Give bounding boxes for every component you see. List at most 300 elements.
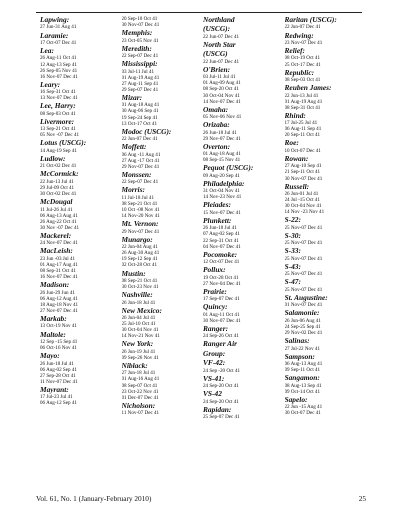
service-dates: 08 Sep-31 Oct 41 (284, 104, 321, 111)
service-dates: 09 Aug-20 Sep 41 (203, 172, 240, 179)
top-rule (36, 12, 362, 13)
service-dates: 26 Jun-18 Jul 41 (203, 225, 237, 232)
service-dates: 06 Aug-12 Aug 41 (40, 295, 78, 302)
service-dates: 08 Sep-20 Oct 41 (203, 86, 239, 93)
ship-name: VF-42: (203, 358, 226, 368)
service-dates: 22 Jun -15 Aug 41 (284, 404, 323, 411)
ship-name: Republic: (284, 67, 315, 77)
ship-name: McCormick: (40, 169, 79, 179)
ship-name: Rowan: (284, 153, 309, 163)
ship-entry (285, 16, 367, 31)
service-dates: 26 Aug-11 Oct 41 (40, 55, 77, 62)
service-dates: 11 Nov-07 Dec 41 (40, 378, 78, 385)
ship-entry (122, 236, 204, 269)
ship-entry (285, 247, 367, 262)
ship-name: Mackerel: (40, 230, 72, 240)
service-dates: 27 Aug -17 Oct 41 (121, 157, 160, 164)
ship-entry (40, 331, 122, 352)
ship-name: Pocomoke: (203, 249, 238, 259)
service-dates: 17 Oct-07 Dec 41 (40, 39, 77, 46)
ship-entry (285, 32, 367, 47)
service-dates: 17 Jul-23 Jul 41 (40, 394, 73, 401)
service-dates: 18 Aug-18 Nov 41 (40, 301, 79, 308)
service-dates: 22 Jun-13 Jul 41 (284, 92, 319, 99)
service-dates: 12 Oct-07 Dec 41 (203, 259, 240, 266)
ship-name: Quincy: (203, 302, 228, 312)
ship-name: Lea: (40, 46, 54, 55)
service-dates: 27 Aug-10 Sep 41 (284, 163, 322, 170)
service-dates: 10 Oct -08 Nov 41 (121, 207, 160, 214)
service-dates: 26 Sep-05 Nov 41 (40, 67, 78, 74)
service-dates: 01 Aug-18 Aug 41 (121, 102, 160, 109)
index-column-1 (40, 16, 122, 484)
ship-name: Northland (203, 16, 235, 24)
service-dates: 16 Sep-31 Oct 41 (40, 89, 76, 96)
ship-name: McDougal (40, 197, 73, 207)
service-dates: 26 Jun-29 Jun 41 (40, 289, 75, 296)
ship-entry (203, 41, 285, 49)
service-dates: 20 Sep-11 Oct 41 (284, 132, 321, 139)
service-dates: 30 Nov-07 Dec 41 (284, 175, 323, 182)
service-dates: 13 Oct-17 Oct 41 (121, 120, 158, 127)
service-dates: 22 Jun-07 Dec 41 (203, 58, 240, 65)
ship-name: Ludlow: (40, 153, 66, 163)
service-dates: 22 Jun-07 Dec 41 (203, 33, 240, 40)
service-dates: 27 Jul-22 Nov 41 (284, 345, 321, 352)
service-dates: 23 Oct-22 Nov 41 (121, 388, 159, 395)
ship-entry (203, 16, 285, 24)
service-dates: 24 Sep-20 Oct 41 (203, 383, 239, 390)
service-dates: 26 Jun-04 Jul 41 (121, 315, 156, 321)
service-dates: 27 Aug-11 Sep 41 (121, 80, 159, 87)
service-dates: 08 Sep-07 Oct 41 (121, 382, 158, 389)
service-dates: 01 Dec-07 Dec 41 (121, 394, 159, 401)
ship-name: Relief: (284, 46, 306, 55)
service-dates: 09 Sep-11 Oct 41 (284, 367, 321, 374)
service-dates: 03 Jul-11 Jul 41 (203, 74, 236, 81)
service-dates: 14 Nov -23 Nov 41 (284, 209, 325, 216)
ship-name: Mt. Vernon: (121, 219, 159, 229)
ship-entry (122, 340, 204, 361)
service-dates: 30 Nov-07 Dec 41 (121, 22, 160, 29)
service-dates: 22 Jun-07 Dec 41 (284, 24, 321, 31)
ship-name: Maltole: (40, 329, 66, 339)
service-dates: 09 Oct-14 Oct 41 (284, 388, 321, 395)
ship-entry (285, 69, 367, 84)
ship-entry (122, 171, 204, 186)
service-dates: 01 Aug-16 Aug 41 (121, 376, 160, 383)
ship-entry (285, 374, 367, 395)
ship-name: Mizar: (121, 92, 143, 102)
ship-name: Russell: (284, 181, 310, 191)
ship-name: Overton: (203, 141, 231, 151)
service-dates: 24 Sep-25 Sep 41 (284, 323, 321, 330)
ship-entry (285, 112, 367, 139)
ship-entry (203, 217, 285, 250)
ship-name: New York: (121, 339, 154, 349)
service-dates: 30 Nov -07 Dec 41 (40, 224, 80, 231)
service-dates: 14 Nov-23 Nov 41 (203, 194, 242, 201)
service-dates: 30 Oct-04 Nov 41 (284, 203, 322, 210)
service-dates: 21 Oct-02 Dec 41 (40, 163, 77, 170)
ship-name: Rapidan: (203, 404, 232, 414)
ship-entry (122, 143, 204, 170)
service-dates: 20 Sep-10 Oct 41 (121, 16, 158, 22)
ship-entry (203, 180, 285, 201)
ship-entry (122, 270, 204, 291)
service-dates: 15 Nov-07 Dec 41 (203, 209, 241, 216)
ship-entry (40, 47, 122, 80)
ship-name: Orizaba: (203, 120, 230, 130)
service-dates: 02 Oct-28 Oct 41 (121, 262, 158, 269)
service-dates: 06 Oct-16 Nov 41 (40, 345, 77, 351)
ship-entry (40, 118, 122, 139)
service-dates: 17 Sep-07 Dec 41 (203, 296, 240, 303)
service-dates: 25 Nov-07 Dec 41 (284, 271, 323, 278)
ship-entry (122, 291, 204, 306)
ship-entry (285, 155, 367, 182)
service-dates: 11 Jul-18 Jul 41 (121, 194, 154, 201)
ship-name: Rhind: (284, 110, 306, 120)
ship-entry (285, 232, 367, 247)
service-dates: 30 Aug-06 Sep 41 (121, 108, 159, 115)
ship-name: Lee, Harry: (40, 101, 76, 111)
service-dates: 26 Jun-01 Jul 41 (284, 191, 319, 198)
ship-entry (285, 337, 367, 352)
ship-entry (40, 232, 122, 247)
ship-name: Mayo: (40, 351, 60, 361)
ship-entry (122, 307, 204, 340)
service-dates: 23 Oct-05 Nov 41 (121, 37, 159, 44)
ship-name: Pollux: (203, 265, 226, 275)
service-dates: 08 Sep-03 Oct 41 (284, 77, 321, 83)
ship-name: (USCG) (203, 49, 228, 59)
service-dates: 01 Nov-07 Dec 41 (284, 302, 323, 309)
ship-entry (40, 170, 122, 197)
service-dates: 01 Aug-19 Aug 41 (121, 74, 160, 81)
service-dates: 27 Jun-31 Aug 41 (40, 24, 77, 31)
ship-entry (40, 16, 122, 31)
service-dates: 11 Jul-26 Jul 41 (40, 206, 73, 213)
ship-name: S-43: (284, 261, 301, 271)
ship-entry (203, 350, 285, 358)
ship-name: VS-41: (203, 373, 225, 383)
service-dates: 01 Aug-09 Aug 41 (203, 80, 241, 87)
service-dates: 31 Oct-04 Nov 41 (203, 188, 240, 195)
service-dates: 25 Nov-07 Dec 41 (284, 240, 323, 247)
ship-entry (40, 247, 122, 280)
service-dates: 01 Aug-18 Aug 41 (203, 151, 241, 158)
ship-name: Livermore: (40, 116, 75, 126)
ship-name: Markab: (40, 314, 67, 323)
service-dates: 14 Aug-19 Sep 41 (40, 147, 77, 154)
ship-entry (122, 16, 204, 28)
ship-entry (122, 60, 204, 93)
ship-name: Nashville: (121, 290, 153, 300)
service-dates: 26 Jun-18 Jul 41 (40, 360, 74, 367)
ship-entry (285, 278, 367, 293)
ship-entry (285, 396, 367, 417)
ship-name: Group: (203, 348, 226, 358)
ship-name: Plunkett: (203, 215, 232, 225)
service-dates: 05 Nov -07 Dec 41 (40, 132, 80, 139)
service-dates: 30 Oct-07 Dec 41 (284, 410, 321, 417)
service-dates: 06 Aug-13 Aug 41 (284, 361, 323, 368)
service-dates: 30 Oct-02 Dec 41 (40, 191, 77, 198)
ship-name: Mustin: (121, 268, 146, 278)
service-dates: 29 Nov-07 Dec 41 (121, 228, 160, 235)
ship-entry (203, 340, 285, 348)
ship-name: Monssen: (121, 169, 152, 179)
ship-entry (285, 139, 367, 154)
ship-name: Ranger: (203, 323, 229, 333)
service-dates: 23 Jun -03 Jul 41 (40, 255, 76, 262)
service-dates: 07 Aug-02 Sep 41 (203, 231, 240, 238)
ship-name: VS-42 (203, 389, 222, 399)
ship-name: Raritan (USCG): (284, 16, 337, 24)
ship-name: Prairie: (203, 286, 227, 296)
ship-entry (285, 47, 367, 68)
ship-name: Memphis: (121, 28, 153, 38)
ship-entry (122, 45, 204, 60)
service-dates: 29 Sep-07 Dec 41 (121, 86, 159, 93)
ship-entry (203, 390, 285, 405)
ship-entry (40, 386, 122, 407)
ship-name: Mississippi: (121, 59, 158, 69)
service-dates: 01 Aug-19 Aug 41 (284, 98, 323, 105)
ship-name: New Mexico: (121, 305, 162, 315)
ship-name: Omaha: (203, 104, 229, 114)
service-dates: 26 Aug-30 Aug 41 (121, 250, 160, 257)
ship-name: Modoc (USCG): (121, 126, 172, 136)
service-dates: 26 Jun-19 Jul 41 (121, 348, 156, 355)
ship-name: Ranger Air (203, 339, 238, 349)
ship-entry (285, 294, 367, 309)
ship-name: Sangamon: (284, 373, 320, 383)
ship-name: Nicholson: (121, 400, 156, 410)
service-dates: 16 Nov-07 Dec 41 (40, 274, 78, 281)
ship-entry (203, 375, 285, 390)
ship-name: Madison: (40, 280, 70, 290)
service-dates: 08 Oct-19 Oct 41 (284, 55, 321, 62)
service-dates: 22 Sep-31 Oct 41 (203, 237, 239, 244)
service-dates: 24 Nov-07 Dec 41 (40, 240, 78, 247)
ship-name: Reuben James: (284, 83, 332, 93)
ship-name: (USCG): (203, 24, 231, 34)
ship-entry (40, 352, 122, 385)
ship-name: Leary: (40, 79, 61, 89)
ship-entry (40, 315, 122, 330)
ship-name: Pequot (USCG): (203, 163, 254, 173)
service-dates: 08 Aug-13 Sep 41 (284, 382, 322, 389)
ship-entry (285, 309, 367, 336)
ship-entry (203, 303, 285, 324)
ship-name: S-33: (284, 246, 301, 256)
ship-name: S-30: (284, 230, 301, 240)
ship-name: MacLeish: (40, 246, 73, 256)
index-column-3 (203, 16, 285, 484)
ship-entry (122, 128, 204, 143)
service-dates: 25 Nov-07 Dec 41 (284, 224, 323, 231)
ship-entry (203, 164, 285, 179)
service-dates: 24 Jul -15 Oct 41 (284, 197, 320, 204)
service-dates: 08 Sep-21 Oct 41 (121, 200, 158, 207)
service-dates: 25 Sep-07 Dec 41 (203, 414, 240, 421)
service-dates: 27 Jun-18 Jul 41 (121, 370, 156, 377)
service-dates: 14 Nov-21 Nov 41 (121, 333, 160, 340)
ship-name: Sapelo: (284, 394, 308, 404)
index-column-4 (285, 16, 367, 484)
ship-entry (203, 121, 285, 142)
page-footer (36, 494, 366, 503)
service-dates: 11 Nov-07 Dec 41 (121, 410, 160, 417)
ship-entry (203, 25, 285, 40)
ship-entry (203, 66, 285, 105)
service-dates: 24 Sep -20 Oct 41 (203, 367, 241, 374)
ship-entry (203, 143, 285, 164)
ship-entry (122, 186, 204, 219)
ship-entry (122, 402, 204, 417)
service-dates: 08 Sep-21 Oct 41 (121, 277, 158, 284)
service-dates: 30 Nov-07 Dec 41 (203, 317, 241, 324)
ship-name: Meredith: (121, 43, 152, 53)
ship-name: Laramie: (40, 30, 69, 40)
service-dates: 22 Jun-07 Dec 41 (121, 136, 158, 143)
ship-entry (203, 251, 285, 266)
service-dates: 26 Jun-06 Aug 41 (284, 317, 321, 324)
ship-name: O'Brien: (203, 64, 231, 74)
service-dates: 06 Aug -11 Aug 41 (121, 151, 161, 158)
ship-name: Morris: (121, 185, 145, 195)
service-dates: 30 Oct-04 Nov 41 (203, 92, 240, 99)
ship-entry (203, 359, 285, 374)
service-dates: 19 Sep-24 Sep 41 (121, 114, 158, 121)
ship-name: Niblack: (121, 360, 148, 370)
service-dates: 05 Nov-06 Nov 41 (203, 114, 242, 121)
service-dates: 09 Sep-26 Nov 41 (121, 354, 159, 361)
service-dates: 03 Jul-11 Jul 41 (121, 68, 154, 75)
service-dates: 27 Nov-04 Dec 41 (203, 280, 241, 287)
ship-entry (40, 102, 122, 117)
service-dates: 12 Aug-13 Sep 41 (40, 61, 77, 68)
service-dates: 08 Sep-15 Nov 41 (203, 157, 241, 164)
ship-entry (203, 106, 285, 121)
ship-entry (203, 406, 285, 421)
service-dates: 22 Sep-07 Dec 41 (121, 179, 159, 186)
service-dates: 29 Nov-02 Dec 41 (284, 330, 323, 337)
service-dates: 29 Jul-09 Oct 41 (40, 184, 75, 191)
ship-entry (40, 155, 122, 170)
service-dates: 25 Nov-07 Dec 41 (284, 255, 323, 262)
service-dates: 06 Aug-02 Sep 41 (40, 366, 77, 373)
ship-name: Lotus (USCG): (40, 138, 87, 148)
ship-entry (122, 29, 204, 44)
ship-name: St. Augustine: (284, 292, 328, 302)
ship-entry (122, 362, 204, 401)
ship-name: Lapwing: (40, 16, 70, 24)
ship-name: Pleiades: (203, 200, 231, 210)
service-dates: 26 Aug-22 Oct 41 (40, 218, 77, 225)
ship-name: Salinas: (284, 336, 310, 346)
ship-entry (40, 139, 122, 154)
service-dates: 13 Sep-21 Oct 41 (40, 126, 76, 133)
service-dates: 21 Sep-11 Oct 41 (284, 169, 321, 176)
ship-name: S-22: (284, 215, 301, 225)
ship-name: Roe: (284, 138, 299, 148)
ship-name: North Star (203, 39, 236, 49)
ship-entry (203, 201, 285, 216)
ship-entry (40, 81, 122, 102)
ship-name: Moffett: (121, 142, 147, 152)
ship-entry (203, 266, 285, 287)
service-dates: 29 Nov-07 Dec 41 (121, 163, 160, 170)
ship-entry (122, 94, 204, 127)
ship-name: Redwing: (284, 30, 314, 40)
ship-entry (285, 183, 367, 216)
page-number: 25 (358, 494, 366, 503)
service-dates: 06 Aug-11 Sep 41 (284, 126, 322, 133)
service-dates: 30 Oct-04 Nov 41 (121, 327, 159, 334)
ship-entry (203, 50, 285, 65)
service-dates: 14 Nov-20 Nov 41 (121, 213, 160, 220)
ship-name: Philadelphia: (203, 178, 245, 188)
service-dates: 25 Jul-10 Oct 41 (121, 321, 156, 328)
issue-label: Vol. 61, No. 1 (January-February 2010) (36, 494, 152, 503)
ship-name: S-47: (284, 277, 301, 287)
service-dates: 08 Sep-31 Oct 41 (40, 268, 76, 275)
ship-entry (285, 216, 367, 231)
ship-index-columns (40, 16, 366, 484)
ship-name: Sampson: (284, 351, 315, 361)
ship-entry (122, 220, 204, 235)
service-dates: 25 Nov-07 Dec 41 (284, 286, 323, 293)
ship-entry (203, 288, 285, 303)
ship-entry (40, 32, 122, 47)
index-column-2 (122, 16, 204, 484)
service-dates: 30 Oct-23 Nov 41 (121, 284, 159, 290)
ship-entry (203, 325, 285, 340)
service-dates: 12 Sep -15 Sep 41 (40, 338, 78, 345)
service-dates: 06 Aug-13 Aug 41 (40, 212, 78, 219)
service-dates: 14 Nov-07 Dec 41 (203, 98, 241, 105)
service-dates: 29 Nov-07 Dec 41 (203, 135, 241, 142)
service-dates: 08 Sep-03 Oct 41 (40, 110, 76, 117)
service-dates: 24 Sep-26 Oct 41 (203, 333, 239, 340)
service-dates: 22 Jun-04 Aug 41 (121, 244, 158, 251)
service-dates: 04 Nov-07 Dec 41 (203, 243, 241, 250)
ship-entry (40, 281, 122, 314)
service-dates: 27 Nov-07 Dec 41 (40, 307, 78, 314)
service-dates: 01 Aug-17 Aug 41 (40, 261, 78, 268)
service-dates: 24 Sep-20 Oct 41 (203, 398, 239, 405)
ship-name: Mayrant: (40, 384, 69, 394)
ship-entry (285, 263, 367, 278)
service-dates: 16 Nov-07 Dec 41 (40, 73, 78, 80)
ship-name: Salamonie: (284, 308, 320, 318)
service-dates: 01 Aug-11 Oct 41 (203, 311, 240, 318)
service-dates: 06 Aug-12 Sep 41 (40, 400, 77, 407)
service-dates: 22 Sep-07 Dec 41 (121, 53, 159, 60)
service-dates: 27 Sep-28 Oct 41 (40, 372, 76, 379)
ship-entry (285, 84, 367, 111)
ship-name: Munargo: (121, 234, 153, 244)
service-dates: 26 Jun-18 Jul 41 (121, 299, 156, 306)
service-dates: 13 Nov-07 Dec 41 (40, 95, 78, 102)
service-dates: 13 Oct-19 Nov 41 (40, 323, 77, 330)
service-dates: 17 Jul-25 Jul 41 (284, 120, 318, 127)
service-dates: 23 Nov-07 Dec 41 (284, 39, 323, 46)
service-dates: 19 Oct-28 Oct 41 (203, 274, 239, 281)
